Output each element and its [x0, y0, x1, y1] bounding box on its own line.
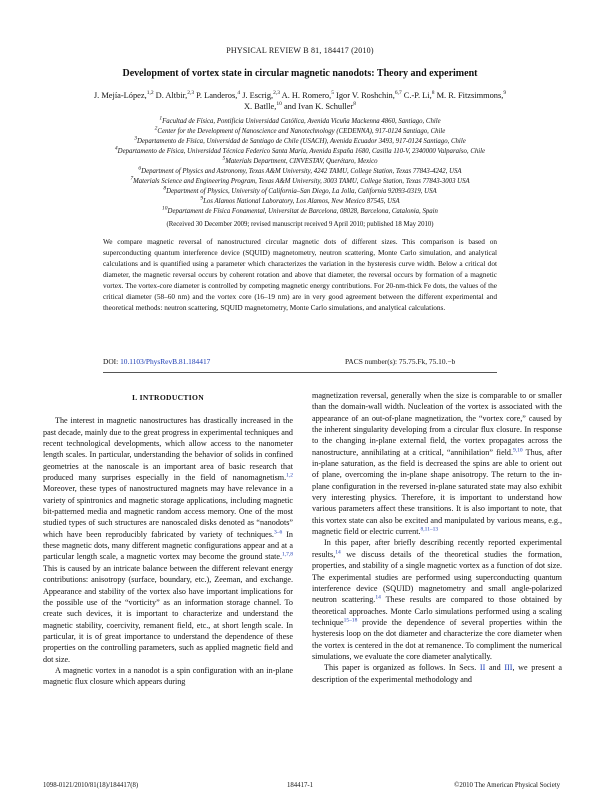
- author: X. Batlle,$^{10}$: [244, 101, 282, 111]
- author: J. Escrig,$^{2,3}$: [242, 90, 280, 100]
- affiliation: $^8$Department of Physics, University of California–San Diego, La Jolla, California 92093-0319, USA: [163, 185, 437, 195]
- affiliation: $^3$Departamento de Física, Universidad de Santiago de Chile (USACH), Avenida Ecuador 3493, 917-0124 Santiago, Chile: [134, 135, 466, 145]
- footer-page-number: 184417-1: [286, 782, 314, 789]
- citation-link[interactable]: 1,7,8: [282, 551, 293, 558]
- pacs-numbers: PACS number(s): 75.75.Fk, 75.10.−b: [345, 357, 456, 366]
- affiliation: $^6$Department of Physics and Astronomy, Texas A&M University, 4242 TAMU, College Station, Texas 77843-4242, USA: [138, 165, 462, 175]
- received-dates: (Received 30 December 2009; revised manuscript received 9 April 2010; published 18 May 2010): [166, 221, 434, 228]
- doi-label: DOI:: [103, 357, 119, 366]
- citation-link[interactable]: 14: [335, 549, 341, 556]
- affiliation: $^4$Departamento de Física, Universidad Técnica Federico Santa María, Avenida España 1680, Casilla 110-V, 2340000 Valparaíso, Chile: [114, 145, 486, 155]
- section-link[interactable]: III: [504, 663, 513, 673]
- author: P. Landeros,$^4$: [196, 90, 241, 100]
- citation-link[interactable]: 3–6: [273, 529, 283, 536]
- doi-link[interactable]: 10.1103/PhysRevB.81.184417: [120, 357, 211, 366]
- right-column: [312, 390, 562, 685]
- author: D. Altbir,$^{2,3}$: [155, 90, 195, 100]
- doi-line: [103, 357, 210, 366]
- affiliation: $^2$Center for the Development of Nanoscience and Nanotechnology (CEDENNA), 917-0124 Santiago, Chile: [154, 125, 446, 135]
- citation-link[interactable]: 14: [375, 594, 381, 601]
- author-list: [40, 90, 560, 112]
- abstract: We compare magnetic reversal of nanostructured circular magnetic dots of different sizes. This comparison is based on superconducting quantum interference device (SQUID) magnetometry, neutron scattering, Monte Carlo simulation, and analytical calculations and is quantified using a parameter which characterizes the variation in the hysteresis curve width. Below a critical dot diameter, the magnetic reversal occurs by coherent rotation and above that diameter, the reversal occurs by formation of a magnetic vortex. The vortex-core diameter is controlled by competing magnetic energy contributions. For 20-nm-thick Fe dots, the values of the critical diameter (58–60 nm) and the vortex core (16–19 nm) are in very good agreement between the different experimental and theoretical methods: neutron scattering, SQUID magnetometry, Monte Carlo simulations, and analytical calculations.: [103, 237, 497, 312]
- author: Igor V. Roshchin,$^{6,7}$: [336, 90, 402, 100]
- affiliation: $^9$Los Alamos National Laboratory, Los Alamos, New Mexico 87545, USA: [200, 195, 400, 205]
- author: M. R. Fitzsimmons,$^9$: [436, 90, 507, 100]
- author: J. Mejía-López,$^{1,2}$: [93, 90, 154, 100]
- paragraph: magnetization reversal, generally when the size is comparable to or smaller than the domain-wall width. Nucleation of the vortex is associated with the appearance of an out-of-plane magnetization, the “vortex core,” caused by the inherent singularity developing from a circular flux closure. In response to the changing in-plane external field, the vortex propagates across the nanostructure, annihilating at a critical, “annihilation” field.$^{9,10}$ Thus, after in-plane saturation, as the field is decreased the spins are able to orient out of plane, overcoming the in-plane shape anisotropy. The return to the in-plane configuration in the reversed in-plane saturated state may also exhibit very interesting physics. Therefore, it is important to understand how various parameters affect these transitions. It is also important to note, that this vortex state can also be excited and manipulated by various means, e.g., magnetic field or electric current.$^{8,11-13}$: [312, 391, 562, 537]
- citation-link[interactable]: 9,10: [513, 447, 523, 453]
- affiliation: $^1$Facultad de Física, Pontificia Universidad Católica, Avenida Vicuña Mackenna 4860, Santiago, Chile: [159, 115, 441, 125]
- affiliation: $^{10}$Departament de Física Fonamental, Universitat de Barcelona, 08028, Barcelona, Catalonia, Spain: [162, 205, 438, 215]
- affiliation: $^7$Materials Science and Engineering Program, Texas A&M University, 3003 TAMU, College Station, Texas 77843-3003 USA: [130, 175, 470, 185]
- author: C.-P. Li,$^8$: [403, 90, 435, 100]
- paragraph: In this paper, after briefly describing recently reported experimental results,$^{14}$ we discuss details of the theoretical studies the formation, properties, and stability of a single magnetic vortex as a function of dot size. The experimental studies are performed using superconducting quantum interference device (SQUID) magnetometry and small angle-polarized neutron scattering.$^{14}$ These results are compared to those obtained by theoretical approaches. Monte Carlo simulations performed using a scaling technique$^{15-18}$ provide the dependence of several properties within the hysteresis loop on the dot diameter and characterize the core diameter when the vortex is centered in the dot at remanence. To compliment the numerical simulations, we evaluate the core diameter analytically.: [312, 538, 562, 661]
- citation-link[interactable]: 1,2: [286, 472, 293, 479]
- footer-copyright: ©2010 The American Physical Society: [454, 782, 560, 789]
- paragraph: The interest in magnetic nanostructures has drastically increased in the past decade, mainly due to the great progress in experimental techniques and recent technological developments, which allow access to the nanometer length scales. In particular, understanding the behavior of solids in confined geometries at the nanoscale is an important area of basic research that produced many surprises especially in the field of nanomagnetism.$^{1,2}$ Moreover, these types of nanostructured magnets may have relevance in a variety of spintronics and magnetic storage applications, including magnetic bit-patterned media and magnetic random access memory. One of the most studied types of such structures are nanoscaled disks denoted as “nanodots” which have been reproducibly fabricated by variety of techniques.$^{3-6}$ In these magnetic dots, many different magnetic configurations appear and at a particular length scale, a magnetic vortex may become the ground state.$^{1,7,8}$ This is caused by an intricate balance between the different relevant energy contributions: anisotropy (surface, boundary, etc.), Zeeman, and exchange. Appearance and stability of the vortex also have important implications for the possible use of the “vorticity” as an information storage channel. To create such devices, it is important to characterize and understand the magnetic stability, coercivity, remanent field, etc., at short length scale. In particular, it is of great importance to understand the dependence of these properties on the controlling parameters, such as applied magnetic field and dot size.: [43, 416, 293, 664]
- affiliation: $^5$Materials Department, CINVESTAV, Querétaro, Mexico: [222, 155, 378, 165]
- section-link[interactable]: II: [479, 663, 486, 673]
- paper-title: Development of vortex state in circular magnetic nanodots: Theory and experiment: [122, 68, 478, 79]
- left-column: [43, 392, 293, 688]
- paragraph: A magnetic vortex in a nanodot is a spin configuration with an in-plane magnetic flux closure which appears during: [43, 665, 293, 687]
- footer-issn: 1098-0121/2010/81(18)/184417(8): [43, 782, 139, 789]
- author: and Ivan K. Schuller$^8$: [283, 101, 356, 111]
- journal-reference: PHYSICAL REVIEW B 81, 184417 (2010): [226, 46, 374, 55]
- paragraph: This paper is organized as follows. In Secs. II and III, we present a description of the experimental methodology and: [312, 663, 562, 684]
- affiliation-list: [30, 117, 570, 217]
- author: A. H. Romero,$^5$: [281, 90, 334, 100]
- citation-link[interactable]: 15–18: [343, 617, 358, 624]
- header-divider: [103, 372, 497, 373]
- citation-link[interactable]: 8,11–13: [420, 526, 439, 533]
- section-heading: I. INTRODUCTION: [131, 393, 204, 402]
